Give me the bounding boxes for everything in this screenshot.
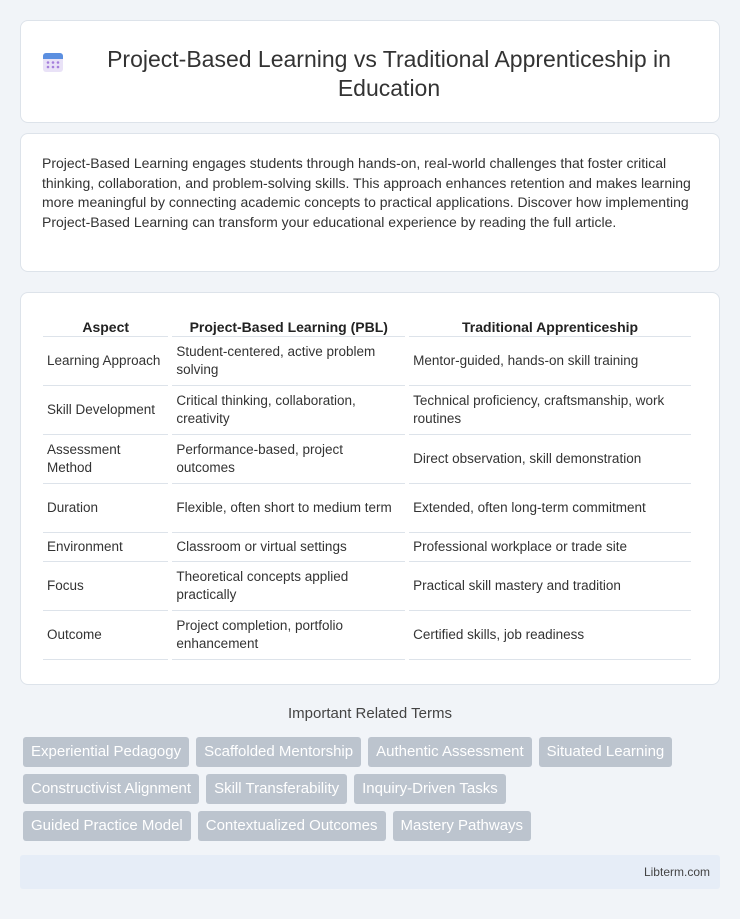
table-cell: Focus — [43, 562, 168, 611]
table-cell: Direct observation, skill demonstration — [409, 435, 691, 484]
related-terms-heading: Important Related Terms — [288, 705, 452, 722]
table-cell: Mentor-guided, hands-on skill training — [409, 337, 691, 386]
table-cell: Certified skills, job readiness — [409, 611, 691, 660]
table-cell: Skill Development — [43, 386, 168, 435]
table-header-row — [43, 315, 691, 337]
table-cell: Assessment Method — [43, 435, 168, 484]
table-cell: Extended, often long-term commitment — [409, 484, 691, 533]
table-cell: Theoretical concepts applied practically — [172, 562, 405, 611]
table-cell: Flexible, often short to medium term — [172, 484, 405, 533]
table-row — [43, 386, 691, 435]
tag-experiential-pedagogy[interactable]: Experiential Pedagogy — [23, 737, 189, 767]
tag-scaffolded-mentorship[interactable]: Scaffolded Mentorship — [196, 737, 361, 767]
table-cell: Technical proficiency, craftsmanship, work routines — [409, 386, 691, 435]
intro-text: Project-Based Learning engages students through hands-on, real-world challenges that foster critical thinking, collaboration, and problem-solving skills. This approach enhances retention and makes learning more meaningful by connecting academic concepts to practical applications. Discover how implementing Project-Based Learning can transform your educational experience by reading the full article. — [42, 155, 691, 230]
table-cell: Student-centered, active problem solving — [172, 337, 405, 386]
tag-guided-practice-model[interactable]: Guided Practice Model — [23, 811, 191, 841]
table-cell: Environment — [43, 533, 168, 562]
tag-skill-transferability[interactable]: Skill Transferability — [206, 774, 347, 804]
page-title: Project-Based Learning vs Traditional Apprenticeship in Education — [107, 46, 671, 101]
table-cell: Critical thinking, collaboration, creativity — [172, 386, 405, 435]
header-pbl: Project-Based Learning (PBL) — [172, 315, 405, 337]
tag-constructivist-alignment[interactable]: Constructivist Alignment — [23, 774, 199, 804]
related-terms-tags — [23, 737, 723, 848]
tag-inquiry-driven-tasks[interactable]: Inquiry-Driven Tasks — [354, 774, 506, 804]
table-row — [43, 562, 691, 611]
table-row — [43, 611, 691, 660]
intro-card — [20, 133, 720, 272]
table-row — [43, 337, 691, 386]
comparison-table-card — [20, 292, 720, 685]
title-card — [20, 20, 720, 123]
table-cell: Professional workplace or trade site — [409, 533, 691, 562]
table-row — [43, 484, 691, 533]
calendar-icon — [41, 50, 65, 74]
table-cell: Classroom or virtual settings — [172, 533, 405, 562]
footer-site-link[interactable]: Libterm.com — [643, 865, 710, 879]
tag-mastery-pathways[interactable]: Mastery Pathways — [393, 811, 532, 841]
tag-row — [23, 774, 723, 804]
title-row — [21, 21, 719, 103]
tag-contextualized-outcomes[interactable]: Contextualized Outcomes — [198, 811, 386, 841]
table-cell: Duration — [43, 484, 168, 533]
comparison-table — [39, 315, 695, 660]
tag-row — [23, 811, 723, 841]
footer — [20, 855, 720, 889]
table-row — [43, 435, 691, 484]
tag-situated-learning[interactable]: Situated Learning — [539, 737, 673, 767]
table-cell: Practical skill mastery and tradition — [409, 562, 691, 611]
tag-row — [23, 737, 723, 767]
table-cell: Performance-based, project outcomes — [172, 435, 405, 484]
table-cell: Outcome — [43, 611, 168, 660]
header-aspect: Aspect — [43, 315, 168, 337]
table-cell: Project completion, portfolio enhancement — [172, 611, 405, 660]
table-row — [43, 533, 691, 562]
header-apprenticeship: Traditional Apprenticeship — [409, 315, 691, 337]
table-cell: Learning Approach — [43, 337, 168, 386]
tag-authentic-assessment[interactable]: Authentic Assessment — [368, 737, 532, 767]
